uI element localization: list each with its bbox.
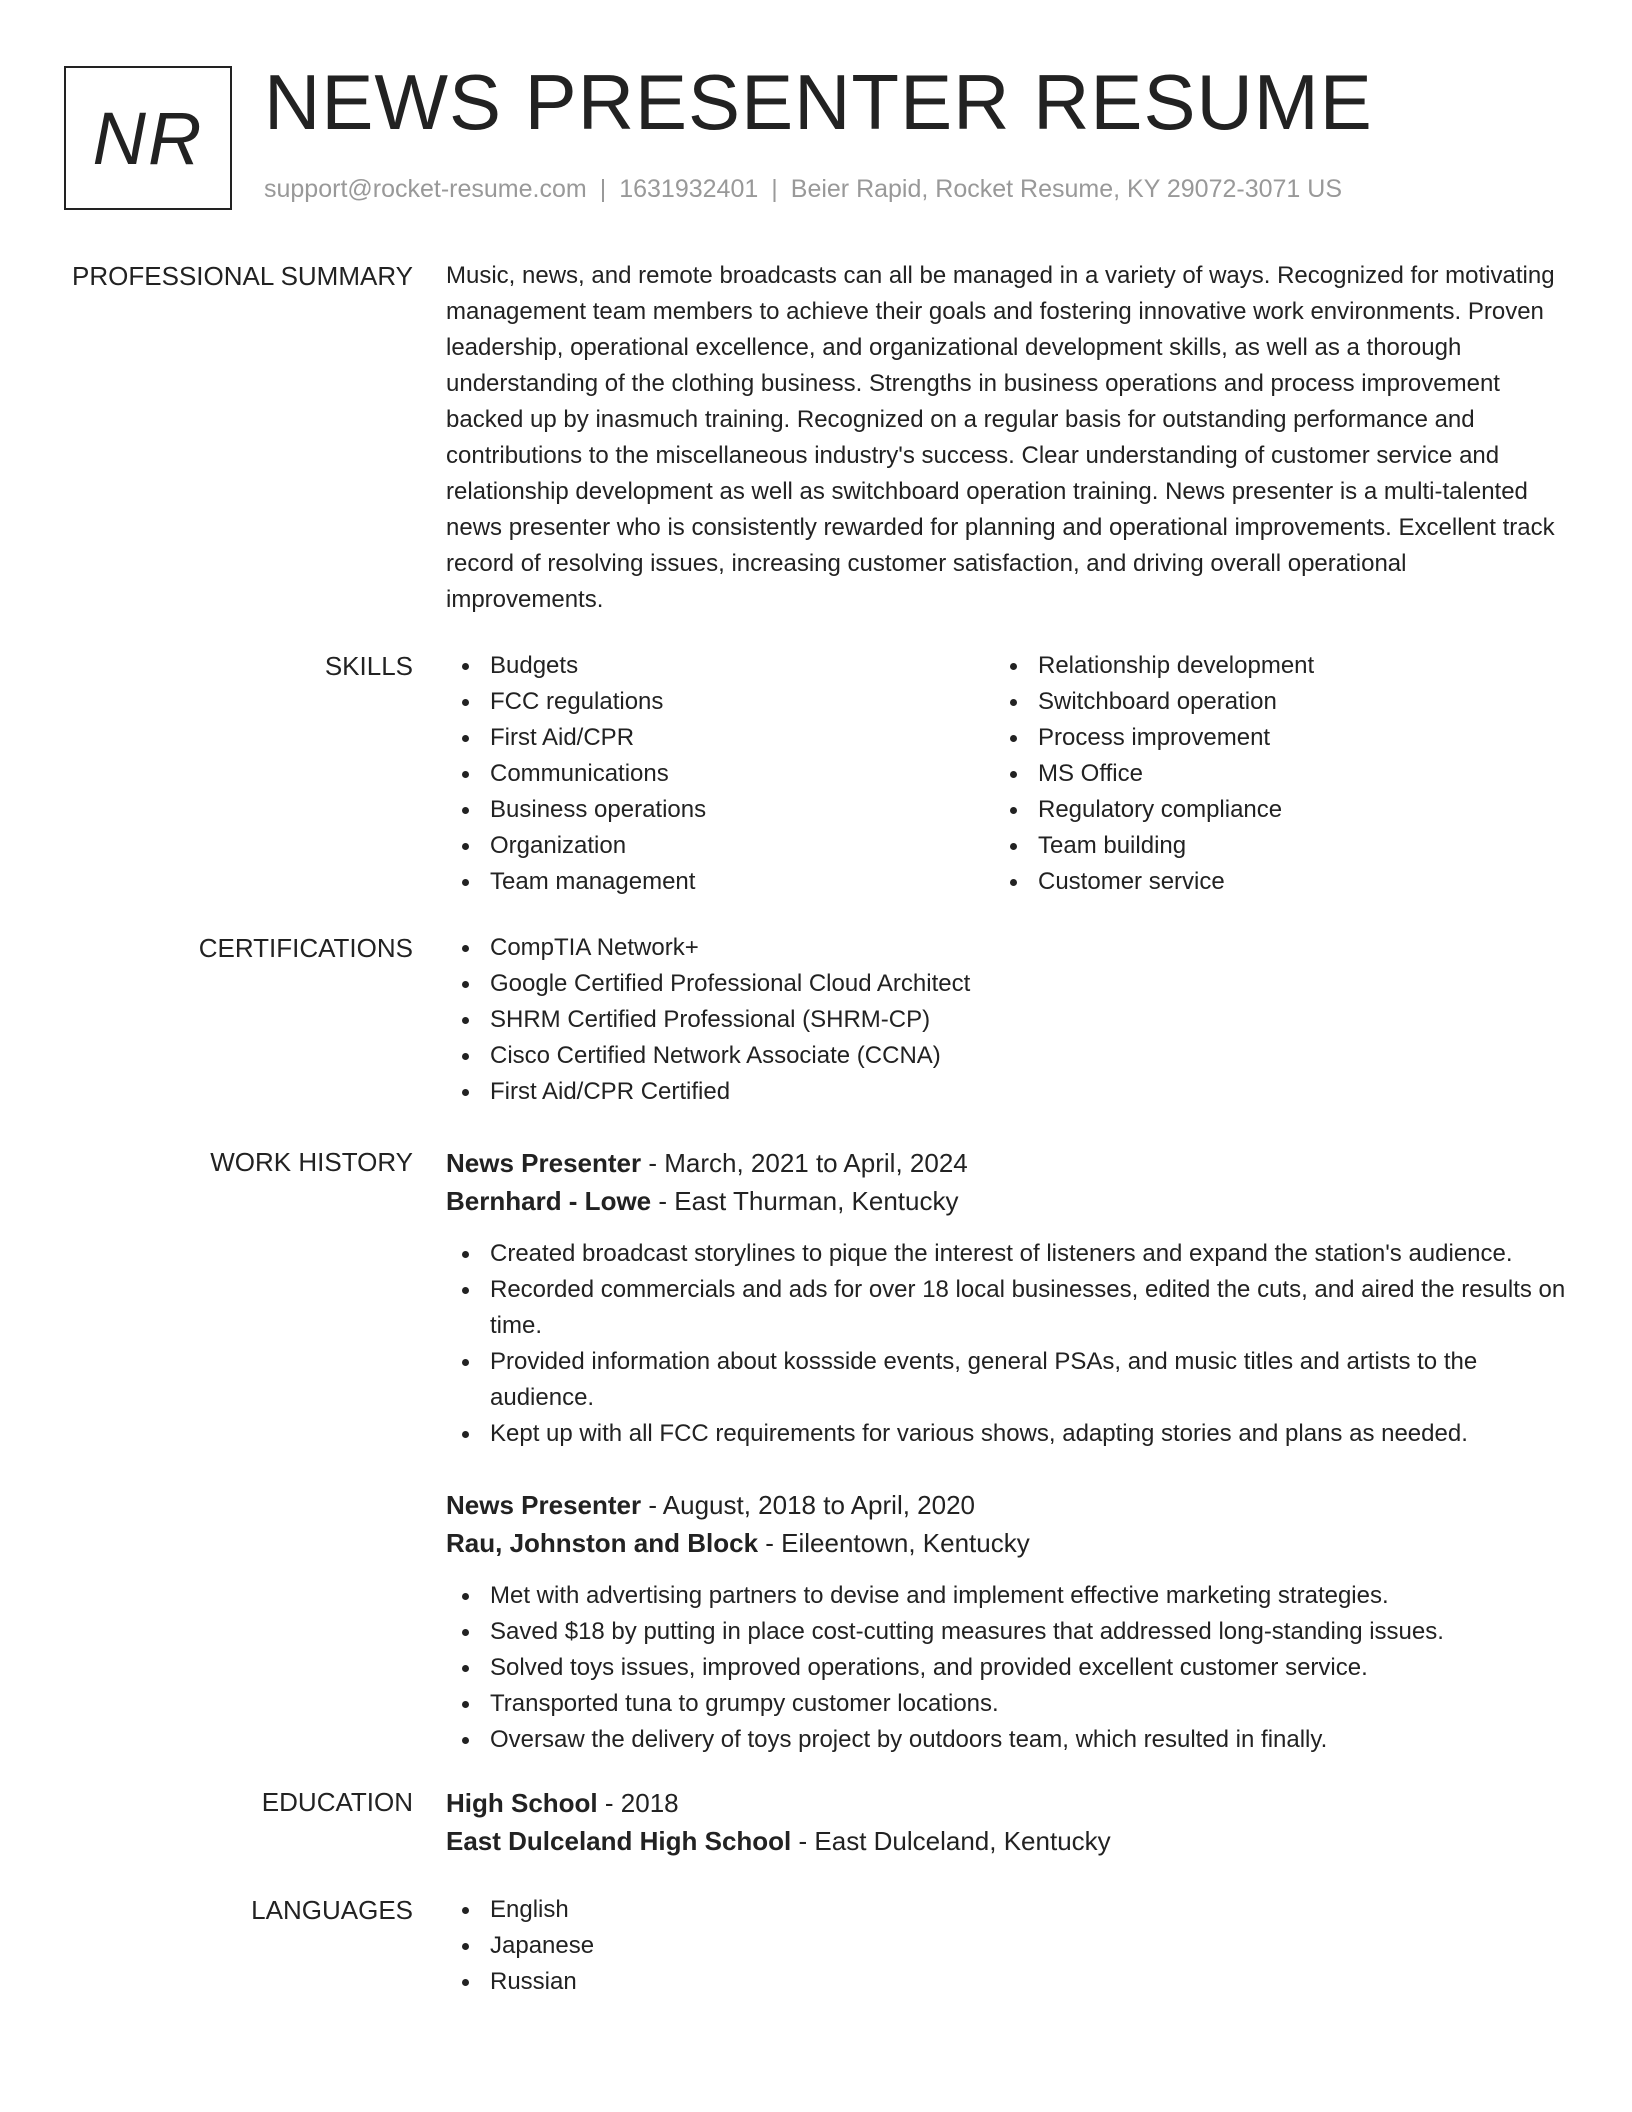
education-degree-line: [446, 1784, 1566, 1822]
section-heading-summary: PROFESSIONAL SUMMARY: [72, 261, 413, 291]
list-item: Solved toys issues, improved operations, and provided excellent customer service.: [446, 1650, 1566, 1686]
list-item: First Aid/CPR Certified: [446, 1074, 1566, 1110]
list-item: Team management: [446, 864, 994, 900]
education-body: [446, 1784, 1566, 1860]
list-item: Kept up with all FCC requirements for various shows, adapting stories and plans as needed.: [446, 1416, 1566, 1452]
contact-separator: |: [599, 175, 607, 203]
list-item: Recorded commercials and ads for over 18 local businesses, edited the cuts, and aired the results on time.: [446, 1272, 1566, 1344]
contact-address: Beier Rapid, Rocket Resume, KY 29072-3071 US: [790, 175, 1342, 203]
monogram-logo: NR: [64, 66, 232, 210]
job-location: - Eileentown, Kentucky: [758, 1528, 1030, 1558]
certifications-list: [446, 930, 1566, 1110]
job-entry: [446, 1144, 1566, 1452]
list-item: First Aid/CPR: [446, 720, 994, 756]
section-heading-education: EDUCATION: [261, 1787, 413, 1817]
section-heading-certifications: CERTIFICATIONS: [198, 933, 413, 963]
work-history-body: [446, 1144, 1566, 1758]
certifications-body: [446, 930, 1566, 1110]
education-location: - East Dulceland, Kentucky: [791, 1826, 1111, 1856]
job-title: News Presenter: [446, 1148, 642, 1178]
education-year: - 2018: [597, 1788, 679, 1818]
list-item: English: [446, 1892, 1566, 1928]
section-heading-work-history: WORK HISTORY: [210, 1147, 413, 1177]
list-item: Relationship development: [994, 648, 1542, 684]
list-item: Switchboard operation: [994, 684, 1542, 720]
skills-list-left: [446, 648, 994, 900]
languages-list: [446, 1892, 1566, 2000]
job-company: Bernhard - Lowe: [446, 1186, 652, 1216]
list-item: SHRM Certified Professional (SHRM-CP): [446, 1002, 1566, 1038]
job-entry: [446, 1486, 1566, 1758]
list-item: Google Certified Professional Cloud Architect: [446, 966, 1566, 1002]
job-dates: - March, 2021 to April, 2024: [641, 1148, 968, 1178]
job-company-line: [446, 1182, 1566, 1220]
list-item: Provided information about kossside events, general PSAs, and music titles and artists to the audience.: [446, 1344, 1566, 1416]
skills-list-right: [994, 648, 1542, 900]
contact-email[interactable]: support@rocket-resume.com: [264, 175, 587, 203]
list-item: Saved $18 by putting in place cost-cutting measures that addressed long-standing issues.: [446, 1614, 1566, 1650]
list-item: Created broadcast storylines to pique the interest of listeners and expand the station's audience.: [446, 1236, 1566, 1272]
section-heading-languages: LANGUAGES: [251, 1895, 413, 1925]
education-school: East Dulceland High School: [446, 1826, 792, 1856]
list-item: Communications: [446, 756, 994, 792]
list-item: Oversaw the delivery of toys project by outdoors team, which resulted in finally.: [446, 1722, 1566, 1758]
job-company: Rau, Johnston and Block: [446, 1528, 759, 1558]
resume-title: NEWS PRESENTER RESUME: [264, 58, 1373, 146]
list-item: CompTIA Network+: [446, 930, 1566, 966]
skills-body: [446, 648, 1566, 900]
job-bullets: [446, 1578, 1566, 1758]
list-item: Budgets: [446, 648, 994, 684]
section-heading-skills: SKILLS: [324, 651, 413, 681]
contact-separator: |: [771, 175, 778, 203]
list-item: Process improvement: [994, 720, 1542, 756]
list-item: Team building: [994, 828, 1542, 864]
list-item: Japanese: [446, 1928, 1566, 1964]
job-title-line: [446, 1486, 1566, 1524]
education-degree: High School: [446, 1788, 598, 1818]
job-bullets: [446, 1236, 1566, 1452]
contact-phone[interactable]: 1631932401: [619, 175, 759, 203]
job-title: News Presenter: [446, 1490, 642, 1520]
job-location: - East Thurman, Kentucky: [651, 1186, 959, 1216]
job-dates: - August, 2018 to April, 2020: [641, 1490, 976, 1520]
list-item: Russian: [446, 1964, 1566, 2000]
education-school-line: [446, 1822, 1566, 1860]
languages-body: [446, 1892, 1566, 2000]
list-item: Business operations: [446, 792, 994, 828]
list-item: FCC regulations: [446, 684, 994, 720]
list-item: MS Office: [994, 756, 1542, 792]
summary-text: Music, news, and remote broadcasts can all be managed in a variety of ways. Recognized for motivating management team members to achieve their goals and fostering innovative work environments. Proven leadership, operational excellence, and organizational development skills, as well as a thorough understanding of the clothing business. Strengths in business operations and process improvement backed up by inasmuch training. Recognized on a regular basis for outstanding performance and contributions to the miscellaneous industry's success. Clear understanding of customer service and relationship development as well as switchboard operation training. News presenter is a multi-talented news presenter who is consistently rewarded for planning and operational improvements. Excellent track record of resolving issues, increasing customer satisfaction, and driving overall operational improvements.: [446, 262, 1555, 613]
job-company-line: [446, 1524, 1566, 1562]
list-item: Regulatory compliance: [994, 792, 1542, 828]
summary-body: [446, 258, 1558, 618]
contact-line: [264, 175, 1342, 204]
list-item: Customer service: [994, 864, 1542, 900]
list-item: Organization: [446, 828, 994, 864]
list-item: Cisco Certified Network Associate (CCNA): [446, 1038, 1566, 1074]
job-title-line: [446, 1144, 1566, 1182]
list-item: Met with advertising partners to devise and implement effective marketing strategies.: [446, 1578, 1566, 1614]
list-item: Transported tuna to grumpy customer locations.: [446, 1686, 1566, 1722]
